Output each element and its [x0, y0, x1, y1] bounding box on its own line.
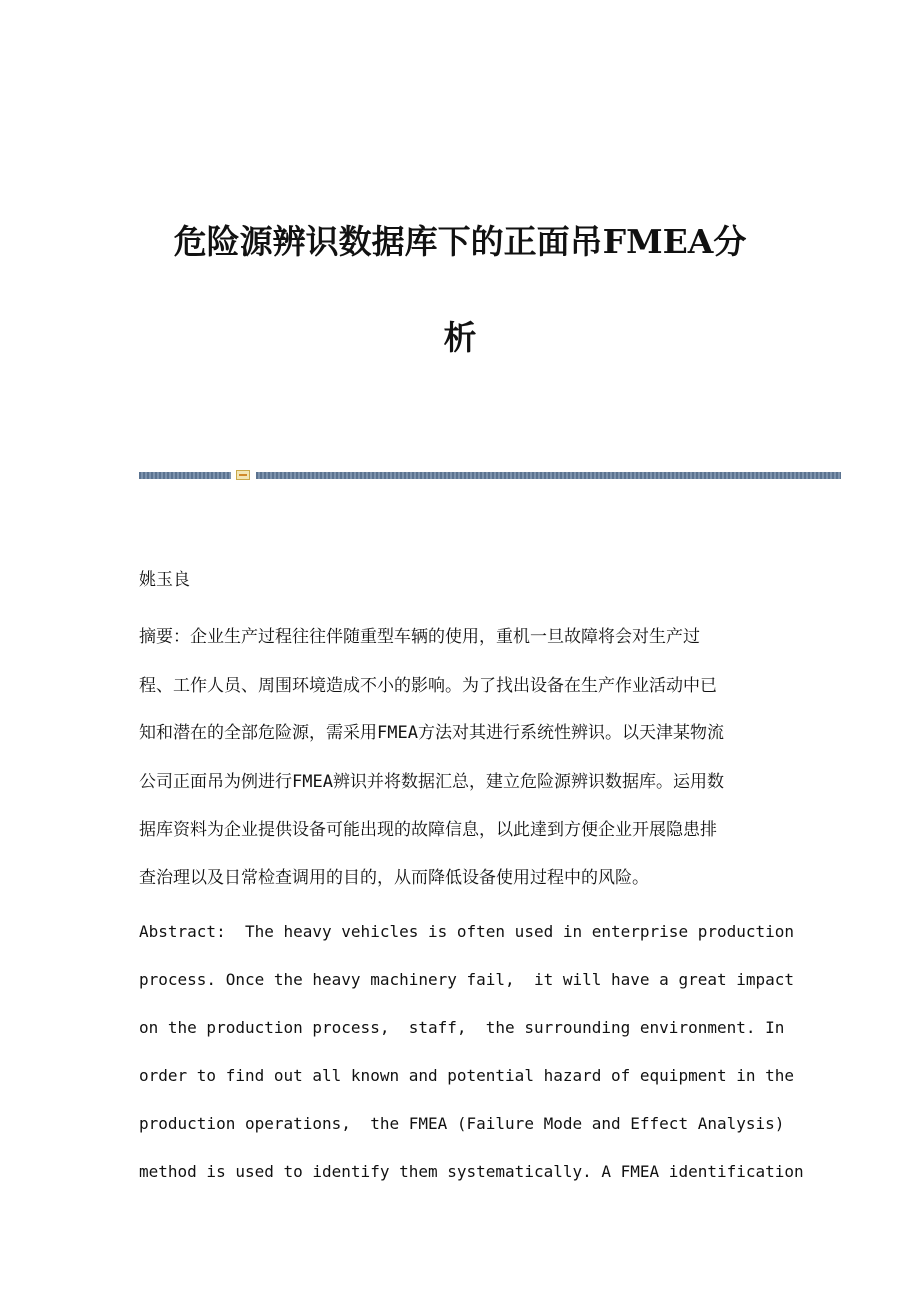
abstract-cn-line: 摘要：企业生产过程往往伴随重型车辆的使用，重机一旦故障将会对生产过: [139, 627, 700, 647]
author-name: 姚玉良: [139, 570, 190, 590]
abstract-cn-line: 知和潜在的全部危险源，需采用FMEA方法对其进行系统性辨识。以天津某物流: [139, 723, 724, 743]
abstract-en-line: Abstract: The heavy vehicles is often used in enterprise production: [139, 922, 795, 941]
document-title-line-2: 析: [443, 318, 477, 357]
abstract-cn-line: 据库资料为企业提供设备可能出现的故障信息，以此達到方便企业开展隐患排: [139, 820, 717, 840]
abstract-en-line: on the production process, staff, the surrounding environment. In: [139, 1018, 785, 1037]
abstract-en-line: method is used to identify them systematically. A FMEA identification: [139, 1162, 804, 1181]
abstract-en-line: production operations, the FMEA (Failure Mode and Effect Analysis): [139, 1114, 785, 1133]
abstract-cn-line: 查治理以及日常检查调用的目的，从而降低设备使用过程中的风险。: [139, 868, 649, 888]
abstract-cn-line: 公司正面吊为例进行FMEA辨识并将数据汇总，建立危险源辨识数据库。运用数: [139, 772, 724, 792]
abstract-en-line: process. Once the heavy machinery fail, it will have a great impact: [139, 970, 795, 989]
divider-bar-right: [256, 472, 841, 479]
divider-ornament-icon: [236, 470, 250, 480]
title-divider: [139, 470, 841, 480]
abstract-en-line: order to find out all known and potential hazard of equipment in the: [139, 1066, 795, 1085]
document-title-line-1: 危险源辨识数据库下的正面吊FMEA分: [173, 222, 747, 261]
abstract-cn-line: 程、工作人员、周围环境造成不小的影响。为了找出设备在生产作业活动中已: [139, 676, 717, 696]
divider-bar-left: [139, 472, 231, 479]
